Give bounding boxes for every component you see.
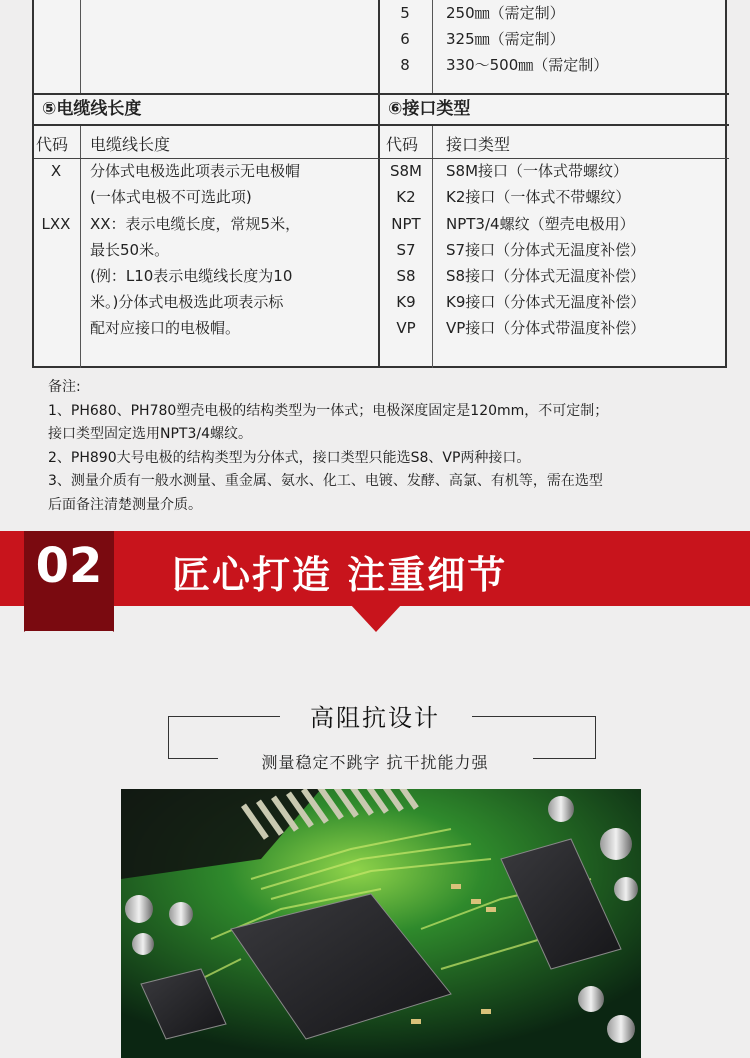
pcb-circuit-board-photo [121,789,641,1058]
interface-value: S7接口（分体式无温度补偿） [446,241,646,259]
column-divider [80,126,81,368]
depth-code: 5 [400,4,410,22]
row-divider [34,124,729,126]
notes-block [48,376,718,517]
column-divider [80,0,81,93]
interface-code: K9 [396,293,416,311]
cable-code: X [50,162,62,180]
depth-value: 250㎜（需定制） [446,4,565,22]
note-line: 接口类型固定选用NPT3/4螺纹。 [48,426,252,442]
notes-title: 备注: [48,379,81,395]
cable-desc-line: 配对应接口的电极帽。 [90,319,241,337]
interface-header-code: 代码 [386,135,419,154]
interface-header-value: 接口类型 [446,135,511,154]
depth-code: 8 [400,56,410,74]
pcb-illustration [121,789,641,1058]
note-line: 3、测量介质有一般水测量、重金属、氨水、化工、电镀、发酵、高氯、有机等，需在选型 [48,473,603,489]
cable-desc-line: 分体式电极选此项表示无电极帽 [90,162,301,180]
interface-value: S8M接口（一体式带螺纹） [446,162,629,180]
cable-desc-line: (一体式电极不可选此项) [90,188,252,206]
feature-title: 高阻抗设计 [310,704,440,732]
cable-desc-line: 米。)分体式电极选此项表示标 [90,293,284,311]
interface-value: NPT3/4螺纹（塑壳电极用） [446,215,635,233]
row-divider [34,93,729,95]
depth-value: 330～500㎜（需定制） [446,56,609,74]
column-divider [432,126,433,368]
interface-code: VP [396,319,416,337]
section-title: 匠心打造 注重细节 [172,553,508,597]
note-line: 后面备注清楚测量介质。 [48,496,202,513]
spec-table [32,0,727,368]
interface-code: S8M [389,162,422,180]
interface-section-title: ⑥接口类型 [388,99,471,119]
feature-subtitle: 测量稳定不跳字 抗干扰能力强 [261,753,489,772]
cable-header-code: 代码 [36,135,69,154]
note-line: 1、PH680、PH780塑壳电极的结构类型为一体式；电极深度固定是120mm，不可定制； [48,402,609,419]
interface-code: NPT [391,215,421,233]
interface-code: K2 [396,188,416,206]
cable-code: LXX [41,215,71,233]
cable-desc-line: (例：L10表示电缆线长度为10 [90,267,293,285]
interface-code: S8 [396,267,416,285]
section-number-flag-tail [24,598,114,632]
interface-code: S7 [396,241,416,259]
note-line: 2、PH890大号电极的结构类型为分体式，接口类型只能选S8、VP两种接口。 [48,449,531,466]
column-divider [378,0,380,368]
cable-desc-line: XX：表示电缆长度，常规5米， [90,215,301,233]
section-number: 02 [35,538,103,594]
depth-value: 325㎜（需定制） [446,30,565,48]
interface-value: K9接口（分体式无温度补偿） [446,293,646,311]
interface-value: VP接口（分体式带温度补偿） [446,319,646,337]
depth-code: 6 [400,30,410,48]
column-divider [432,0,433,93]
cable-section-title: ⑤电缆线长度 [42,99,142,119]
banner-notch [350,604,402,632]
interface-value: S8接口（分体式无温度补偿） [446,267,646,285]
interface-value: K2接口（一体式不带螺纹） [446,188,631,206]
cable-header-value: 电缆线长度 [90,135,171,154]
cable-desc-line: 最长50米。 [90,241,170,259]
